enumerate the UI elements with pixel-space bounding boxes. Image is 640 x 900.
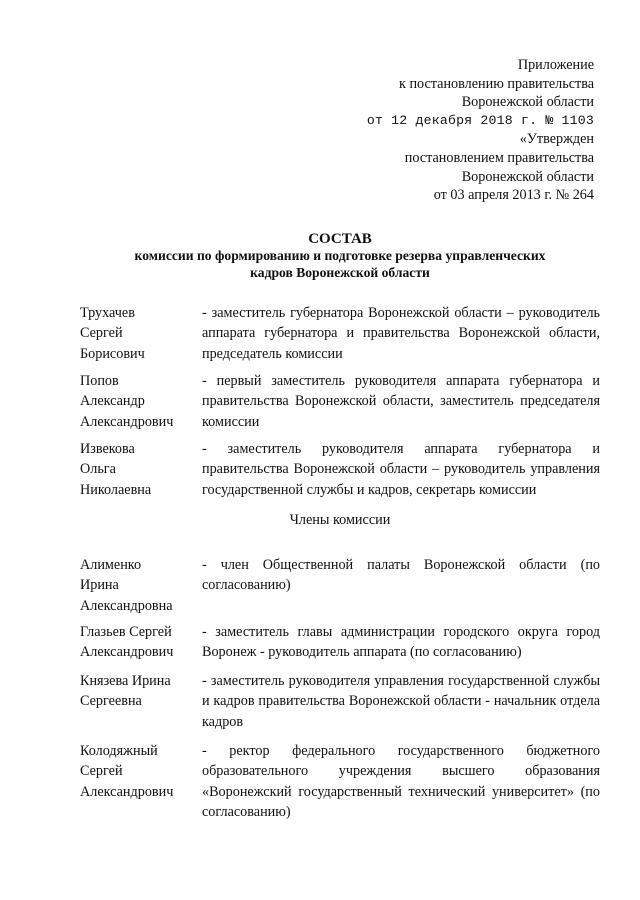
person-role: - первый заместитель руководителя аппарата губернатора и правительства Воронежской области, заместитель председателя комиссии <box>202 373 600 430</box>
document-title: СОСТАВ <box>308 231 372 247</box>
header-line: к постановлению правительства <box>399 75 594 92</box>
appendix-header <box>367 56 594 205</box>
name-line: Сергей <box>80 763 123 780</box>
person-role: - заместитель руководителя управления государственной службы и кадров правительства Воронежской области - начальник отдела кадров <box>202 673 600 730</box>
header-line: Воронежской области <box>461 94 594 111</box>
person-role: - заместитель главы администрации городского округа город Воронеж - руководитель аппарата (по согласованию) <box>202 624 600 661</box>
person-name <box>80 439 192 500</box>
person-name <box>80 622 192 663</box>
name-line: Алименко <box>80 557 142 573</box>
person-role: - заместитель руководителя аппарата губернатора и правительства Воронежской области – руководитель управления государственной службы и кадров, секретарь комиссии <box>202 441 600 498</box>
name-line: Сергеевна <box>80 693 142 710</box>
person-name <box>80 555 192 616</box>
name-line: Колодяжный <box>80 743 158 759</box>
name-line: Попов <box>80 373 119 389</box>
name-line: Борисович <box>80 345 145 362</box>
members-heading: Члены комиссии <box>289 512 391 528</box>
name-line: Князева Ирина <box>80 673 171 689</box>
header-line: Приложение <box>517 57 594 73</box>
name-line: Александр <box>80 393 145 410</box>
person-name <box>80 741 192 802</box>
name-line: Александрович <box>80 644 174 661</box>
person-name <box>80 671 192 712</box>
header-line: «Утвержден <box>519 131 594 148</box>
name-line: Александрович <box>80 413 174 430</box>
person-role: - член Общественной палаты Воронежской области (по согласованию) <box>202 557 600 594</box>
name-line: Ирина <box>80 577 119 594</box>
subtitle-line: комиссии по формированию и подготовке резерва управленческих <box>134 248 546 263</box>
header-line: Воронежской области <box>461 168 594 185</box>
document-subtitle <box>80 247 600 281</box>
name-line: Глазьев Сергей <box>80 624 172 640</box>
person-name <box>80 371 192 432</box>
header-line: от 03 апреля 2013 г. № 264 <box>433 187 594 204</box>
name-line: Извекова <box>80 441 135 457</box>
subtitle-line: кадров Воронежской области <box>250 265 430 280</box>
name-line: Трухачев <box>80 305 135 321</box>
name-line: Николаевна <box>80 481 152 498</box>
name-line: Ольга <box>80 461 116 478</box>
person-name <box>80 303 192 364</box>
name-line: Александрович <box>80 783 174 800</box>
person-role: - заместитель губернатора Воронежской области – руководитель аппарата губернатора и правительства Воронежской области, председатель комиссии <box>202 305 600 362</box>
name-line: Александровна <box>80 597 173 614</box>
person-role: - ректор федерального государственного бюджетного образовательного учреждения высшего образования «Воронежский государственный технический университет» (по согласованию) <box>202 743 600 820</box>
header-date-line: от 12 декабря 2018 г. № 1103 <box>366 112 594 128</box>
header-line: постановлением правительства <box>404 149 594 166</box>
name-line: Сергей <box>80 325 123 342</box>
